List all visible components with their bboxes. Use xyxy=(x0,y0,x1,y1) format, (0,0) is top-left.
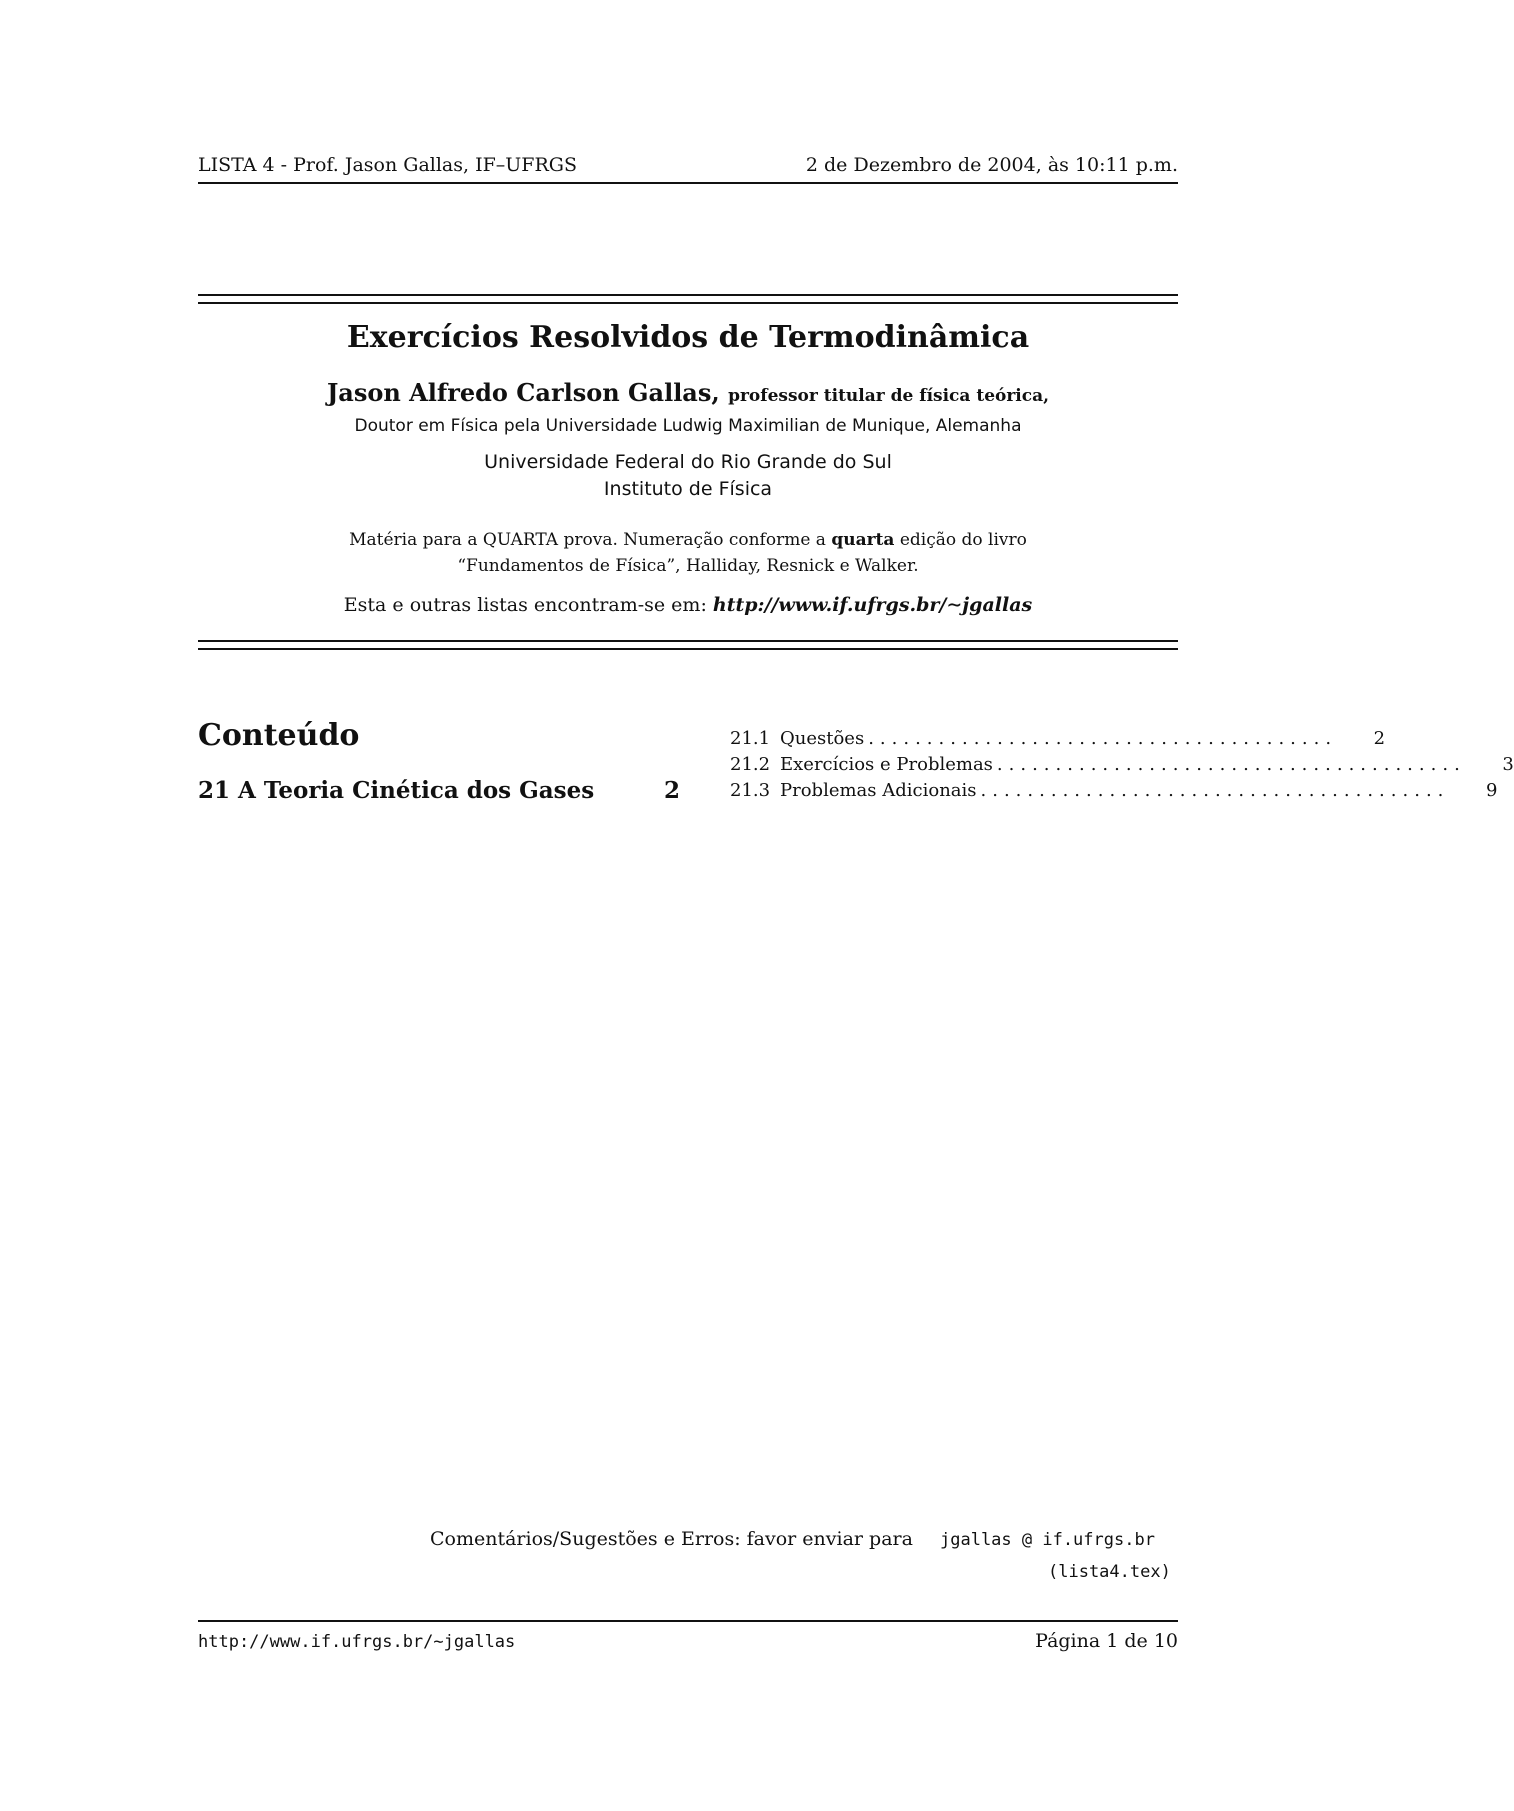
running-header-date: 2 de Dezembro de 2004, às 10:11 p.m. xyxy=(805,154,1178,176)
lists-url-link[interactable]: http://www.if.ufrgs.br/∼jgallas xyxy=(712,594,1033,616)
toc-section-number: 21.1 xyxy=(730,728,771,749)
toc-section-entry[interactable] xyxy=(730,728,1386,754)
toc-section-entry[interactable] xyxy=(730,780,1498,806)
lists-location xyxy=(198,594,1178,616)
running-header-left: LISTA 4 - Prof. Jason Gallas, IF–UFRGS xyxy=(198,154,577,176)
toc-leader-dots: ........................................ xyxy=(980,780,1450,801)
lists-text: Esta e outras listas encontram-se em: xyxy=(343,594,713,616)
contact-email[interactable]: jgallas @ if.ufrgs.br xyxy=(940,1530,1155,1550)
author-line xyxy=(198,378,1178,407)
toc-leader-dots: ........................................ xyxy=(868,728,1338,749)
document-title: Exercícios Resolvidos de Termodinâmica xyxy=(346,320,1030,355)
footer-rule xyxy=(198,1620,1178,1622)
course-note-text: Matéria para a QUARTA prova. Numeração conforme a xyxy=(349,530,832,550)
toc-section-label: Questões xyxy=(780,728,868,749)
author-degree: Doutor em Física pela Universidade Ludwig Maximilian de Munique, Alemanha xyxy=(354,416,1022,436)
comments-text: Comentários/Sugestões e Erros: favor enviar para xyxy=(430,1528,913,1550)
toc-section-label: Exercícios e Problemas xyxy=(780,754,997,775)
course-note-bold: quarta xyxy=(831,530,895,550)
toc-section-number: 21.3 xyxy=(730,780,771,801)
toc-chapter-entry[interactable] xyxy=(198,777,680,804)
running-header xyxy=(198,152,1178,184)
toc-section-page: 9 xyxy=(1485,780,1498,801)
institute-name: Instituto de Física xyxy=(603,478,773,500)
toc-section-page: 3 xyxy=(1502,754,1514,775)
source-filename: (lista4.tex) xyxy=(1048,1562,1171,1582)
university-name: Universidade Federal do Rio Grande do Sul xyxy=(484,451,892,473)
toc-section-entry[interactable] xyxy=(730,754,1514,780)
title-rule-bottom xyxy=(198,640,1178,650)
toc-section-page: 2 xyxy=(1373,728,1386,749)
toc-leader-dots: ........................................ xyxy=(996,754,1466,775)
toc-section-label: Problemas Adicionais xyxy=(780,780,981,801)
toc-sections xyxy=(730,728,1514,812)
toc-chapter-label: 21 A Teoria Cinética dos Gases xyxy=(198,777,595,804)
author-name: Jason Alfredo Carlson Gallas, xyxy=(326,378,720,407)
course-note xyxy=(198,530,1178,550)
course-note-text-end: edição do livro xyxy=(894,530,1027,550)
title-rule-top xyxy=(198,294,1178,304)
footer-url-link[interactable]: http://www.if.ufrgs.br/∼jgallas xyxy=(198,1632,516,1652)
toc-section-number: 21.2 xyxy=(730,754,771,775)
author-role: professor titular de física teórica, xyxy=(728,386,1050,406)
book-reference: “Fundamentos de Física”, Halliday, Resnick e Walker. xyxy=(457,556,919,576)
toc-chapter-page: 2 xyxy=(663,777,680,804)
page-number: Página 1 de 10 xyxy=(1035,1630,1178,1652)
contents-heading: Conteúdo xyxy=(198,718,360,753)
